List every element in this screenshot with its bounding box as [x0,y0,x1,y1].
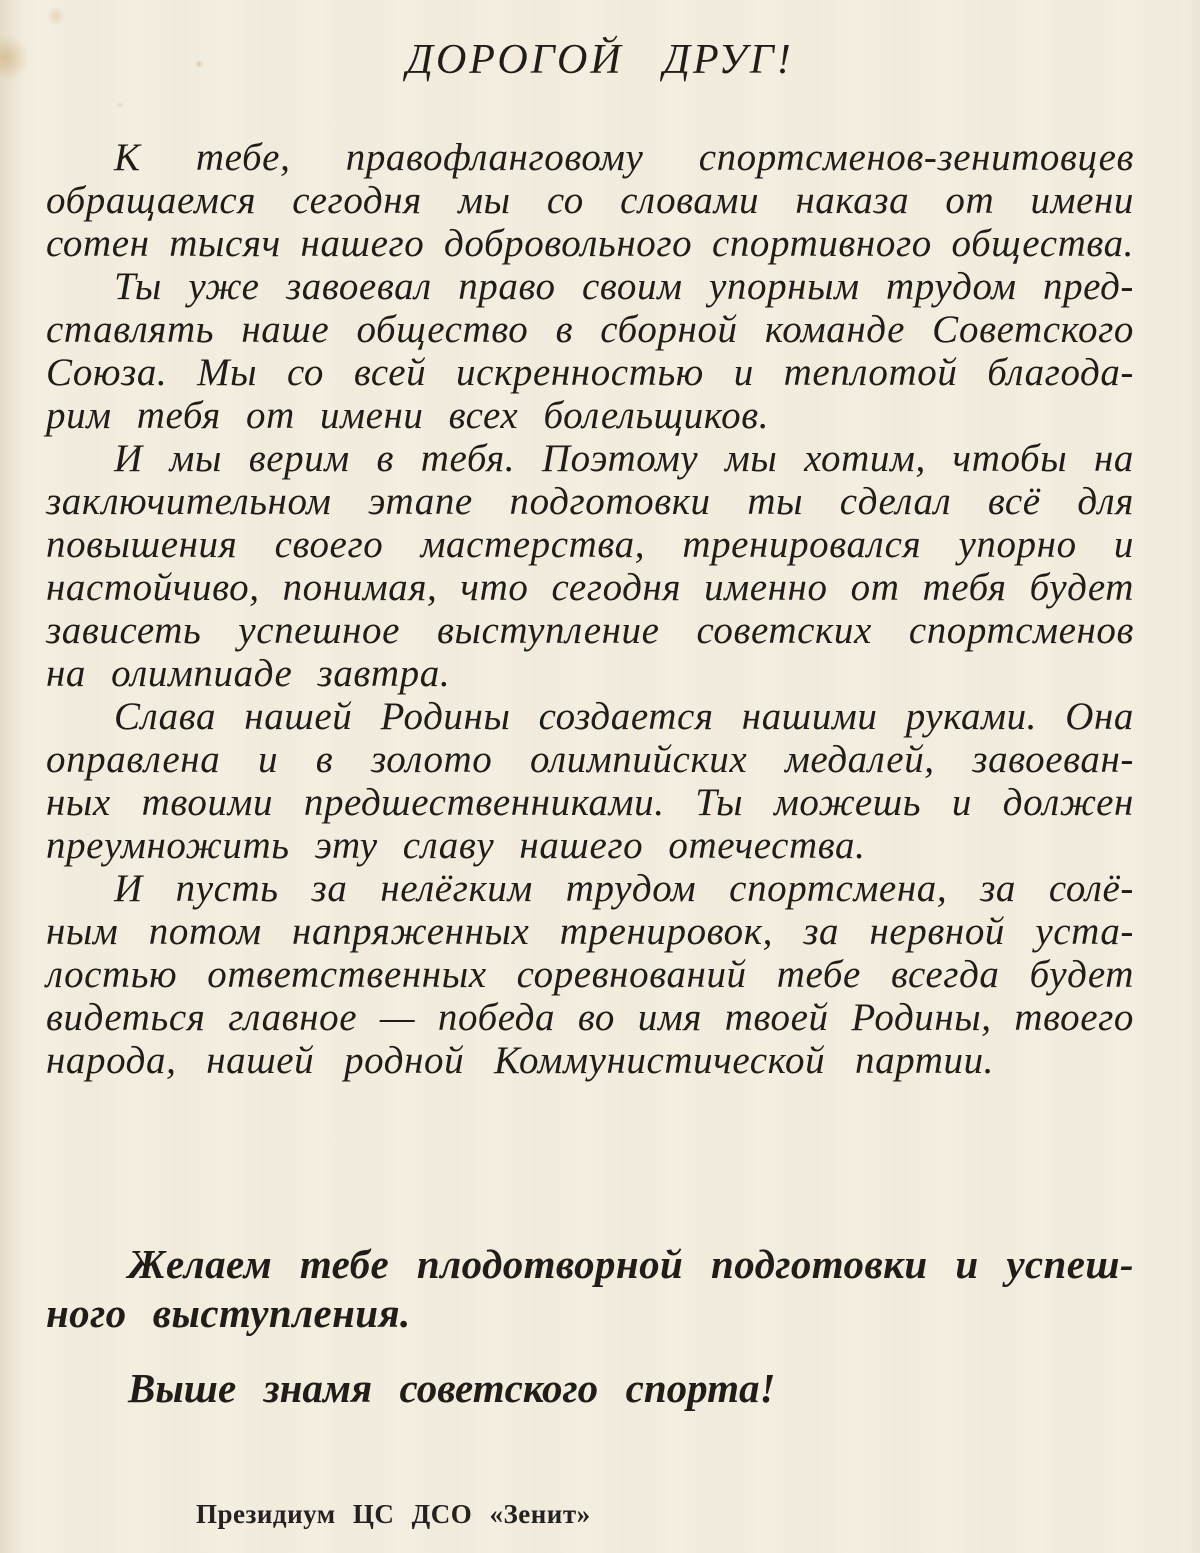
text-line: видеться главное — победа во имя твоей Родины, твоего [46,996,1134,1039]
text-line: ставлять наше общество в сборной команде Советского [46,308,1134,351]
page-title: ДОРОГОЙ ДРУГ! [406,37,794,83]
text-line: повышения своего мастерства, тренировался упорно и [46,523,1134,566]
text-line: И мы верим в тебя. Поэтому мы хотим, чтобы на [114,437,1134,480]
text-line: И пусть за нелёгким трудом спортсмена, за солё- [114,867,1134,910]
signature-line: Президиум ЦС ДСО «Зенит» [196,1499,591,1529]
text-line: ного выступления. [46,1290,411,1336]
paragraph [46,265,1134,437]
paragraph [46,136,1134,265]
text-line: Желаем тебе плодотворной подготовки и успеш- [128,1241,1134,1287]
text-line: сотен тысяч нашего добровольного спортивного общества. [46,222,1134,265]
paragraph [46,437,1134,695]
text-line: зависеть успешное выступление советских спортсменов [46,609,1134,652]
text-line: заключительном этапе подготовки ты сделал всё для [46,480,1134,523]
closing-wish-paragraph [46,1240,1134,1338]
text-line: обращаемся сегодня мы со словами наказа от имени [46,179,1134,222]
text-line: Слава нашей Родины создается нашими руками. Она [114,695,1134,738]
paragraph [46,695,1134,867]
text-line: Союза. Мы со всей искренностью и теплотой благода- [46,351,1134,394]
letter-body [46,136,1134,1082]
text-line: ным потом напряженных тренировок, за нервной уста- [46,910,1134,953]
text-line: настойчиво, понимая, что сегодня именно от тебя будет [46,566,1134,609]
text-line: ных твоими предшественниками. Ты можешь и должен [46,781,1134,824]
text-line: лостью ответственных соревнований тебе всегда будет [46,953,1134,996]
text-line: на олимпиаде завтра. [46,652,451,695]
text-line: Ты уже завоевал право своим упорным трудом пред- [114,265,1134,308]
text-line: народа, нашей родной Коммунистической партии. [46,1039,995,1082]
text-line: К тебе, правофланговому спортсменов-зенитовцев [114,136,1134,179]
text-line: оправлена и в золото олимпийских медалей, завоеван- [46,738,1134,781]
text-line: преумножить эту славу нашего отечества. [46,824,866,867]
slogan-line: Выше знамя советского спорта! [128,1365,776,1411]
text-line: рим тебя от имени всех болельщиков. [46,394,770,437]
paragraph [46,867,1134,1082]
